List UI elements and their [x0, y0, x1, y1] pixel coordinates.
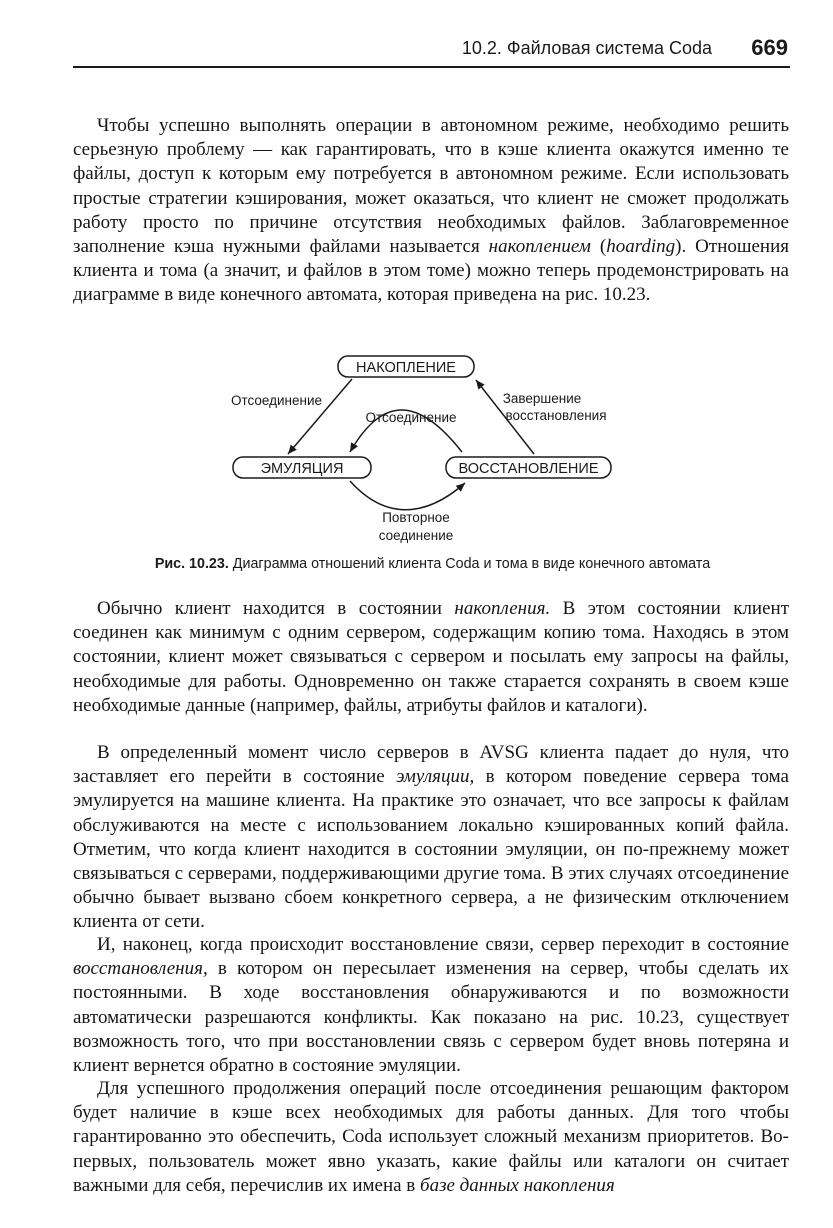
term-emulation: эмуляции, [396, 766, 475, 788]
paragraph-text: Чтобы успешно выполнять операции в автономном режиме, необходимо решить серьезную проблему — как гарантировать, что в кэше клиента окажутся именно те файлы, доступ к которым ему потребуется в автономном режиме. Если использовать простые стратегии кэширования, может оказаться, что клиент не сможет продолжать работу просто по причине отсутствия необходимых файлов. Заблаговременное заполнение кэша нужными файлами называется [73, 115, 789, 258]
paragraph-text: в котором поведение сервера тома эмулируется на машине клиента. На практике это означает, что все запросы к файлам обслуживаются на месте с использованием локально кэшированных копий файла. Отметим, что когда клиент находится в состоянии эмуляции, он по-прежнему может связываться с серверами, поддерживающими другие тома. В этих случаях отсоединение обычно бывает вызвано сбоем конкретного сервера, а не физическим отключением клиента от сети. [73, 766, 789, 933]
transition-reconnect-label-2: соединение [378, 528, 454, 543]
paragraph-text: И, наконец, когда происходит восстановление связи, сервер переходит в состояние [97, 934, 789, 955]
state-reintegration-label: ВОССТАНОВЛЕНИЕ [458, 461, 599, 477]
figure-caption [60, 556, 805, 572]
paragraph-2 [73, 597, 789, 718]
paragraph-text: В определенный момент число серверов в AVSG клиента падает до нуля, что заставляет его перейти в состояние [73, 742, 789, 788]
transition-reintegration-done-label-2: восстановления [505, 408, 607, 423]
transition-reintegration-done-label-1: Завершение [502, 391, 582, 406]
state-hoarding-label: НАКОПЛЕНИЕ [356, 360, 456, 376]
paragraph-text: Для успешного продолжения операций после отсоединения решающим фактором будет наличие в кэше всех необходимых для работы данных. Для того чтобы гарантированно это обеспечить, Coda использует сложный механизм приоритетов. Во-первых, пользователь может явно указать, какие файлы или каталоги он считает важными для себя, перечислив их имена в [73, 1078, 789, 1196]
paragraph-text: В этом состоянии клиент соединен как минимум с одним сервером, содержащим копию тома. Находясь в этом состоянии, клиент может связываться с сервером и посылать ему запросы на файлы, необходимые для работы. Одновременно он также старается сохранять в своем кэше необходимые данные (например, файлы, атрибуты файлов и каталоги). [73, 598, 789, 716]
paragraph-text: в котором он пересылает изменения на сервер, чтобы сделать их постоянными. В ходе восстановления обнаруживаются и по возможности автоматически разрешаются конфликты. Как показано на рис. 10.23, существует возможность того, что при восстановлении связь с сервером будет вновь потеряна и клиент вернется обратно в состояние эмуляции. [73, 958, 789, 1077]
paragraph-5 [73, 1077, 789, 1198]
arrow-disconnect-outer [288, 379, 352, 454]
state-emulation-label: ЭМУЛЯЦИЯ [260, 461, 344, 477]
figure-caption-text: Диаграмма отношений клиента Coda и тома в виде конечного автомата [228, 556, 711, 572]
transition-disconnect-outer-label: Отсоединение [230, 393, 322, 408]
paragraph-3 [73, 741, 789, 935]
header-title: 10.2. Файловая система Coda [461, 38, 712, 58]
transition-reconnect-label-1: Повторное [382, 510, 450, 525]
paragraph-1 [73, 114, 789, 308]
term-hoarding: накоплением [488, 236, 591, 258]
paragraph-4 [73, 933, 789, 1078]
paragraph-text: ). Отношения клиента и тома (а значит, и файлов в этом томе) можно теперь продемонстрировать на диаграмме в виде конечного автомата, которая приведена на рис. 10.23. [73, 236, 790, 306]
term-hoard-database: базе данных накопления [420, 1174, 615, 1196]
page-number: 669 [751, 35, 788, 60]
paragraph-text: ( [590, 236, 607, 258]
paragraph-text: Обычно клиент находится в состоянии [97, 598, 455, 619]
figure-caption-label: Рис. 10.23. [154, 556, 229, 572]
running-header [73, 36, 790, 68]
arrow-reconnect [350, 481, 465, 510]
term-reintegration: восстановления, [73, 958, 208, 980]
transition-disconnect-inner-label: Отсоединение [365, 410, 457, 425]
term-hoarding-state: накопления. [454, 598, 551, 619]
state-diagram [200, 352, 630, 552]
term-hoarding-en: hoarding [606, 236, 676, 258]
